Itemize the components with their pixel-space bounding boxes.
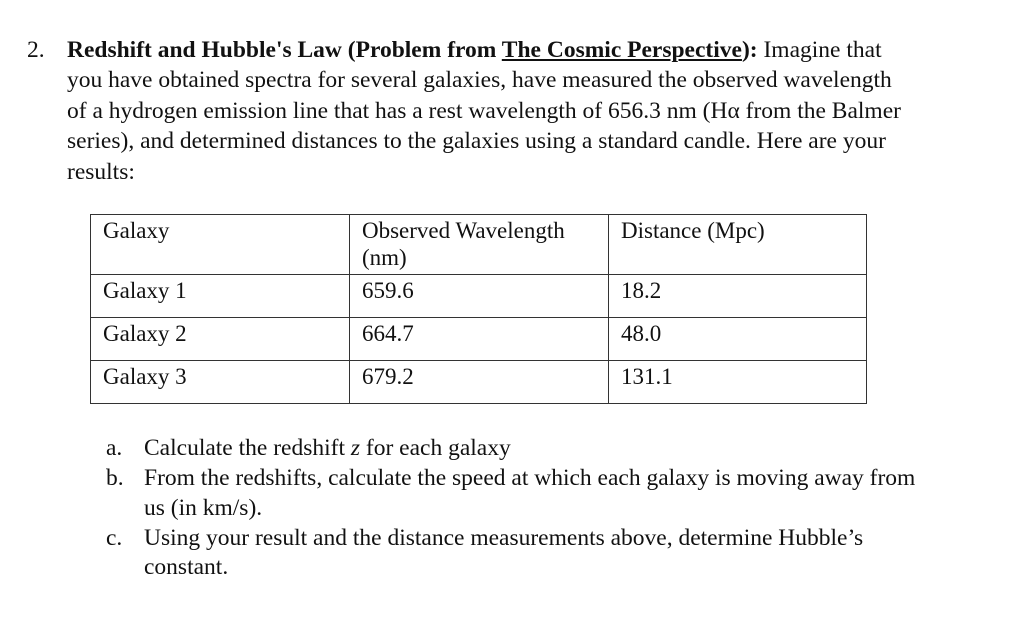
header-distance: Distance (Mpc) bbox=[609, 215, 867, 275]
header-observed-wavelength: Observed Wavelength (nm) bbox=[350, 215, 609, 275]
table-row bbox=[91, 361, 867, 404]
cell-distance: 131.1 bbox=[609, 361, 867, 404]
cell-galaxy: Galaxy 2 bbox=[91, 318, 350, 361]
cell-galaxy: Galaxy 1 bbox=[91, 275, 350, 318]
question-c: Using your result and the distance measurements above, determine Hubble’s bbox=[144, 525, 864, 551]
problem-line: of a hydrogen emission line that has a rest wavelength of 656.3 nm (Hα from the Balmer bbox=[67, 98, 901, 124]
question-a: Calculate the redshift z for each galaxy bbox=[144, 435, 511, 461]
question-marker: b. bbox=[106, 465, 124, 491]
question-marker: c. bbox=[106, 525, 123, 551]
table-row bbox=[91, 275, 867, 318]
question-marker: a. bbox=[106, 435, 123, 461]
cell-wavelength: 664.7 bbox=[350, 318, 609, 361]
cell-wavelength: 659.6 bbox=[350, 275, 609, 318]
cell-distance: 48.0 bbox=[609, 318, 867, 361]
problem-heading bbox=[67, 36, 882, 64]
question-b-cont: us (in km/s). bbox=[144, 495, 263, 521]
problem-line: you have obtained spectra for several galaxies, have measured the observed wavelength bbox=[67, 67, 892, 93]
heading-rest: Imagine that bbox=[757, 37, 882, 63]
header-galaxy: Galaxy bbox=[91, 215, 350, 275]
cell-distance: 18.2 bbox=[609, 275, 867, 318]
problem-line: series), and determined distances to the galaxies using a standard candle. Here are your bbox=[67, 128, 886, 154]
problem-number: 2. bbox=[27, 37, 45, 63]
book-title: The Cosmic Perspective bbox=[501, 37, 742, 63]
question-b: From the redshifts, calculate the speed at which each galaxy is moving away from bbox=[144, 465, 916, 491]
problem-line: results: bbox=[67, 159, 135, 185]
question-c-cont: constant. bbox=[144, 554, 229, 580]
galaxy-data-table bbox=[90, 214, 867, 404]
cell-wavelength: 679.2 bbox=[350, 361, 609, 404]
heading-bold-1: Redshift and Hubble's Law (Problem from bbox=[67, 37, 502, 63]
table-header-row bbox=[91, 215, 867, 275]
cell-galaxy: Galaxy 3 bbox=[91, 361, 350, 404]
table-row bbox=[91, 318, 867, 361]
heading-bold-2: ): bbox=[741, 37, 758, 63]
